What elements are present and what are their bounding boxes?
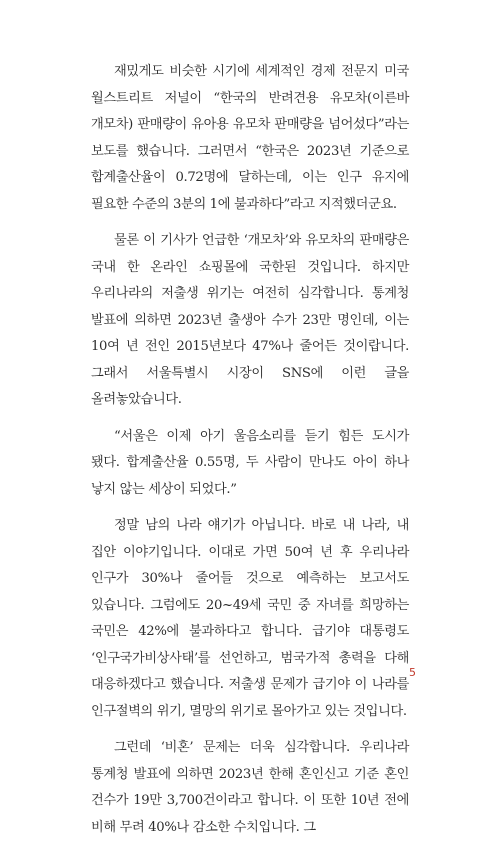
paragraph-4: 정말 남의 나라 얘기가 아닙니다. 바로 내 나라, 내 집안 이야기입니다. 이대로 가면 50여 년 후 우리나라 인구가 30%나 줄어들 것으로 예측하는 보고서도 있습니다. 그럼에도 20~49세 국민 중 자녀를 희망하는 국민은 42%에 불과하다고 합니다. 급기야 대통령도 ‘인구국가비상사태’를 선언하고, 범국가적 총력을 다해 대응하겠다고 했습니다. 저출생 문제가 급기야 이 나라를 인구절벽의 위기, 멸망의 위기로 몰아가고 있는 것입니다. — [91, 518, 409, 719]
body-text — [91, 59, 409, 851]
paragraph-2: 물론 이 기사가 언급한 ‘개모차’와 유모차의 판매량은 국내 한 온라인 쇼핑몰에 국한된 것입니다. 하지만 우리나라의 저출생 위기는 여전히 심각합니다. 통계청 발표에 의하면 2023년 출생아 수가 23만 명인데, 이는 10여 년 전인 2015년보다 47%나 줄어든 것이랍니다. 그래서 서울특별시 시장이 SNS에 이런 글을 올려놓았습니다. — [91, 233, 409, 407]
paragraph-5: 그런데 ‘비혼’ 문제는 더욱 심각합니다. 우리나라 통계청 발표에 의하면 2023년 한해 혼인신고 기준 혼인 건수가 19만 3,700건이라고 합니다. 이 또한 10년 전에 비해 무려 40%나 감소한 수치입니다. 그 — [91, 740, 409, 835]
page-number: 5 — [409, 666, 416, 679]
paragraph-1: 재밌게도 비슷한 시기에 세계적인 경제 전문지 미국 월스트리트 저널이 “한국의 반려견용 유모차(이른바 개모차) 판매량이 유아용 유모차 판매량을 넘어섰다”라는 보도를 했습니다. 그러면서 “한국은 2023년 기준으로 합계출산율이 0.72명에 달하는데, 이는 인구 유지에 필요한 수준의 3분의 1에 불과하다”라고 지적했더군요. — [91, 64, 409, 212]
paragraph-3: “서울은 이제 아기 울음소리를 듣기 힘든 도시가 됐다. 합계출산율 0.55명, 두 사람이 만나도 아이 하나 낳지 않는 세상이 되었다.” — [91, 428, 409, 497]
